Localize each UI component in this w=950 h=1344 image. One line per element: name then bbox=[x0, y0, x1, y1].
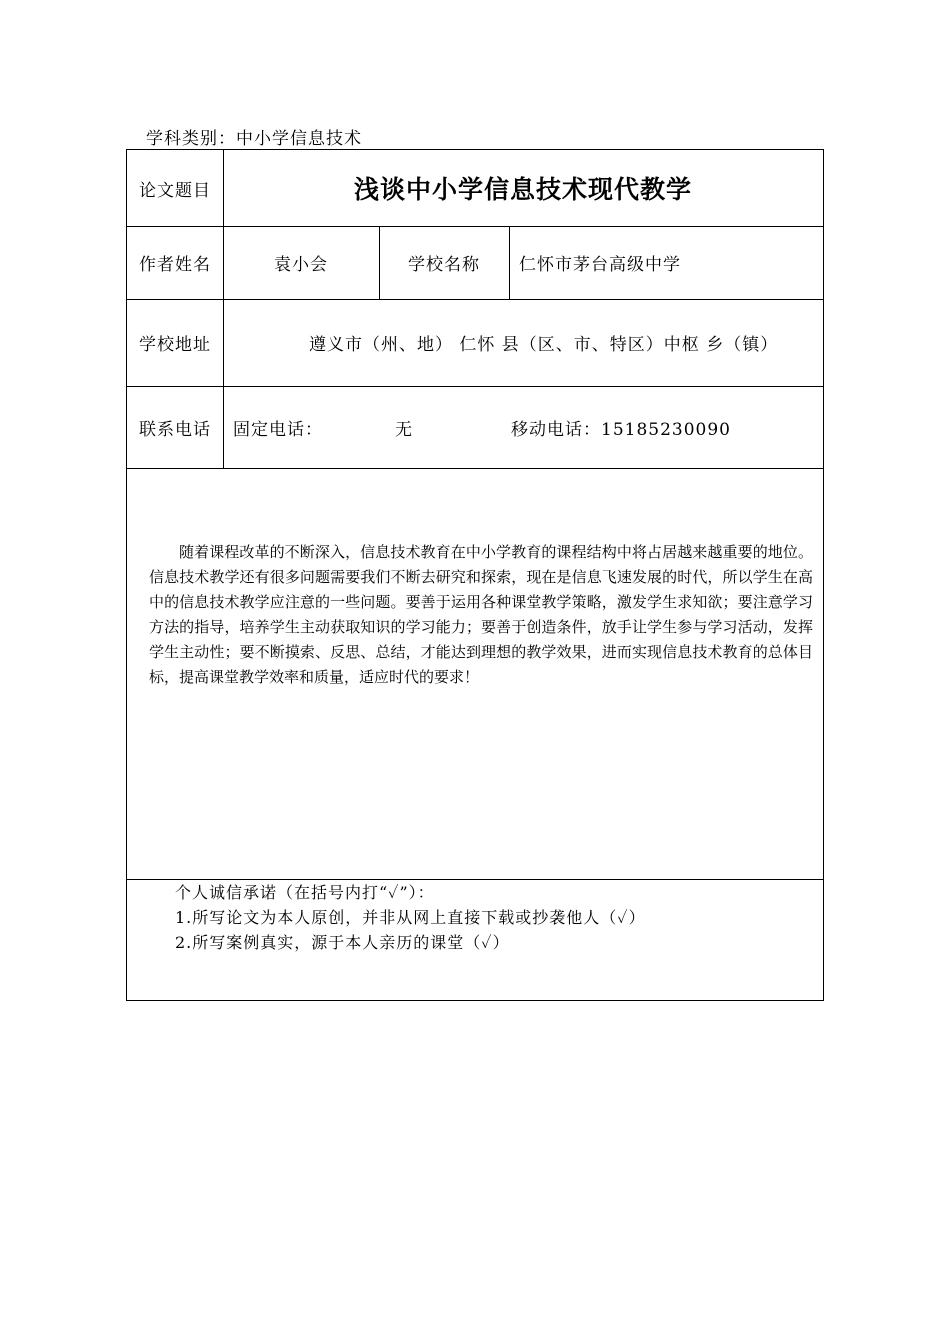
paper-title: 浅谈中小学信息技术现代教学 bbox=[353, 175, 692, 204]
row-divider bbox=[127, 468, 823, 469]
author-label: 作者姓名 bbox=[139, 255, 211, 275]
phone-label: 联系电话 bbox=[139, 419, 211, 440]
column-divider bbox=[509, 226, 510, 299]
author-name: 袁小会 bbox=[274, 255, 328, 275]
abstract-text: 随着课程改革的不断深入，信息技术教育在中小学教育的课程结构中将占居越来越重要的地位。信息技术教学还有很多问题需要我们不断去研究和探索，现在是信息飞速发展的时代，所以学生在高中的信息技术教学应注意的一些问题。要善于运用各种课堂教学策略，激发学生求知欲；要注意学习方法的指导，培养学生主动获取知识的学习能力；要善于创造条件，放手让学生参与学习活动，发挥学生主动性；要不断摸索、反思、总结，才能达到理想的教学效果，进而实现信息技术教育的总体目标，提高课堂教学效率和质量，适应时代的要求！ bbox=[149, 543, 813, 686]
pledge-item-original: 1.所写论文为本人原创，并非从网上直接下载或抄袭他人（✓） bbox=[175, 908, 646, 927]
address-label: 学校地址 bbox=[139, 335, 211, 355]
school-name: 仁怀市茅台高级中学 bbox=[519, 255, 681, 275]
pledge-heading: 个人诚信承诺（在括号内打“✓”）： bbox=[175, 883, 435, 902]
paper-info-form bbox=[126, 149, 824, 1001]
pledge-item-authentic: 2.所写案例真实，源于本人亲历的课堂（✓） bbox=[175, 933, 510, 952]
title-label: 论文题目 bbox=[139, 180, 211, 201]
school-label: 学校名称 bbox=[408, 255, 480, 275]
fixed-phone-label: 固定电话： bbox=[233, 419, 323, 440]
mobile-phone: 移动电话：15185230090 bbox=[511, 419, 731, 440]
fixed-phone-value: 无 bbox=[395, 419, 413, 440]
school-address: 遵义市（州、地） 仁怀 县（区、市、特区）中枢 乡（镇） bbox=[309, 335, 779, 355]
subject-category: 学科类别：中小学信息技术 bbox=[146, 129, 362, 149]
integrity-pledge bbox=[175, 880, 646, 955]
